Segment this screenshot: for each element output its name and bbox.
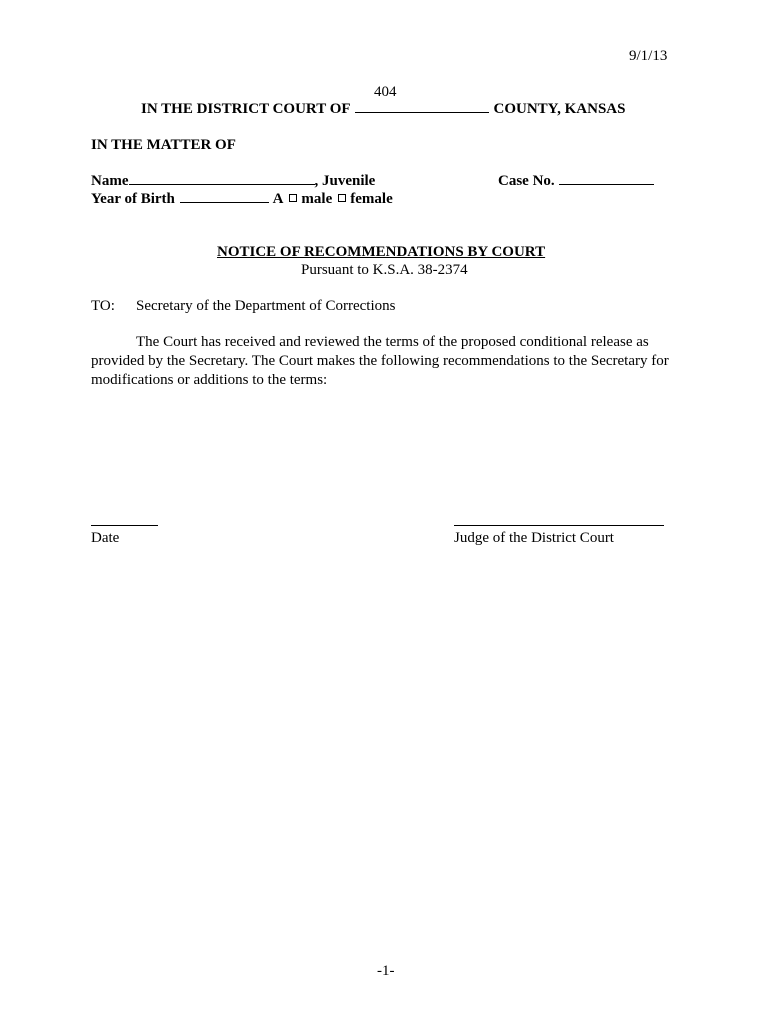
name-label: Name bbox=[91, 173, 129, 189]
female-checkbox[interactable] bbox=[338, 194, 346, 202]
a-label: A bbox=[272, 191, 284, 207]
judge-label: Judge of the District Court bbox=[454, 530, 614, 546]
county-blank[interactable] bbox=[355, 111, 489, 113]
recipient: Secretary of the Department of Corrections bbox=[136, 298, 396, 314]
notice-title: NOTICE OF RECOMMENDATIONS BY COURT bbox=[217, 244, 546, 260]
name-line bbox=[91, 174, 375, 189]
court-suffix: COUNTY, KANSAS bbox=[493, 101, 626, 117]
case-no-label: Case No. bbox=[498, 173, 555, 189]
male-checkbox[interactable] bbox=[289, 194, 297, 202]
notice-subtitle: Pursuant to K.S.A. 38-2374 bbox=[301, 262, 468, 278]
to-label: TO: bbox=[91, 298, 115, 314]
date-signature-line[interactable] bbox=[91, 525, 158, 526]
male-label: male bbox=[301, 191, 333, 207]
form-number: 404 bbox=[374, 84, 397, 100]
birth-label: Year of Birth bbox=[91, 191, 175, 207]
body-text: The Court has received and reviewed the terms of the proposed conditional release as provided by the Secretary. The Court makes the following recommendations to the Secretary for modifications or additions to the terms: bbox=[91, 334, 669, 388]
juvenile-label: , Juvenile bbox=[314, 173, 376, 189]
case-no-line bbox=[498, 174, 655, 189]
female-label: female bbox=[350, 191, 393, 207]
birth-line bbox=[91, 192, 393, 207]
court-heading bbox=[141, 102, 625, 117]
case-no-blank[interactable] bbox=[559, 183, 654, 185]
page-number: -1- bbox=[377, 963, 395, 979]
body-paragraph bbox=[91, 333, 691, 390]
judge-signature-line[interactable] bbox=[454, 525, 664, 526]
name-blank[interactable] bbox=[129, 183, 315, 185]
birth-year-blank[interactable] bbox=[180, 201, 269, 203]
matter-heading: IN THE MATTER OF bbox=[91, 137, 236, 153]
court-prefix: IN THE DISTRICT COURT OF bbox=[141, 101, 350, 117]
date-label: Date bbox=[91, 530, 120, 546]
document-date: 9/1/13 bbox=[629, 48, 668, 64]
